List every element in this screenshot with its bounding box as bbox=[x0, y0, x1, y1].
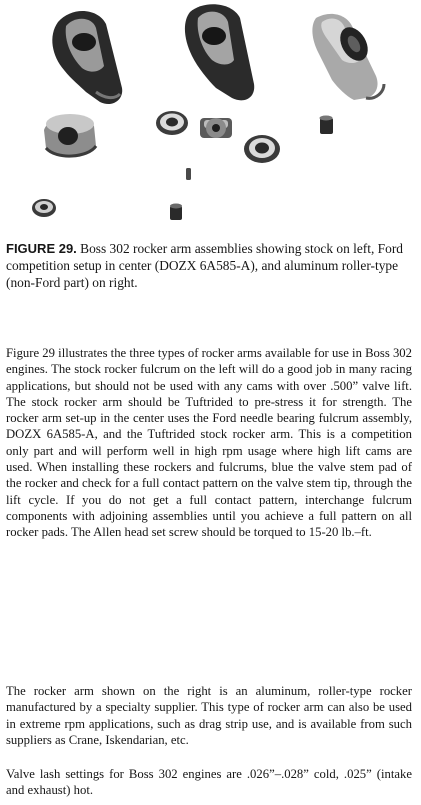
rocker-arm-photo bbox=[0, 0, 421, 238]
set-screw-center bbox=[170, 204, 182, 221]
figure-caption bbox=[6, 240, 412, 291]
figure-label: FIGURE 29. bbox=[6, 241, 77, 256]
fulcrum-shaft bbox=[200, 118, 232, 138]
roller-set-screw bbox=[320, 116, 334, 135]
small-pin bbox=[186, 168, 191, 180]
paragraph-2 bbox=[6, 683, 412, 748]
stock-fulcrum bbox=[44, 114, 96, 156]
caption-text: Boss 302 rocker arm assemblies showing stock on left, Ford competition setup in center (DOZX 6A585-A), and aluminum roller-type (non-Ford part) on right. bbox=[6, 241, 403, 290]
paragraph-text: The rocker arm shown on the right is an aluminum, roller-type rocker manufactured by a specialty supplier. This type of rocker arm can also be used in extreme rpm applications, such as drag strip use, and is available from such suppliers as Crane, Iskendarian, etc. bbox=[6, 684, 412, 747]
paragraph-text: Figure 29 illustrates the three types of rocker arms available for use in Boss 302 engines. The stock rocker fulcrum on the left will do a good job in many racing applications, but should not be used with any cams with over .500” valve lift. The stock rocker arm should be Tuftrided to pre-stress it for strength. The rocker arm set-up in the center uses the Ford needle bearing fulcrum assembly, DOZX 6A585-A, and the Tuftrided stock rocker arm. This is a competition only part and will perform well in high rpm usage where high lift cams are used. When installing these rockers and fulcrums, blue the valve stem pad of the rocker and check for a full contact pattern on the valve stem tip, through the lift cycle. If you do not get a full contact pattern, interchange fulcrum components with adjoining assemblies until you achieve a full pattern on all rocker pads. The Allen head set screw should be torqued to 15-20 lb.–ft. bbox=[6, 346, 412, 540]
paragraph-3 bbox=[6, 766, 412, 799]
stock-washer bbox=[32, 199, 56, 217]
needle-bearing-ring-right bbox=[244, 135, 280, 163]
paragraph-1 bbox=[6, 345, 412, 541]
paragraph-text: Valve lash settings for Boss 302 engines are .026”–.028” cold, .025” (intake and exhaust) hot. bbox=[6, 767, 412, 798]
needle-bearing-ring-left bbox=[156, 111, 188, 135]
